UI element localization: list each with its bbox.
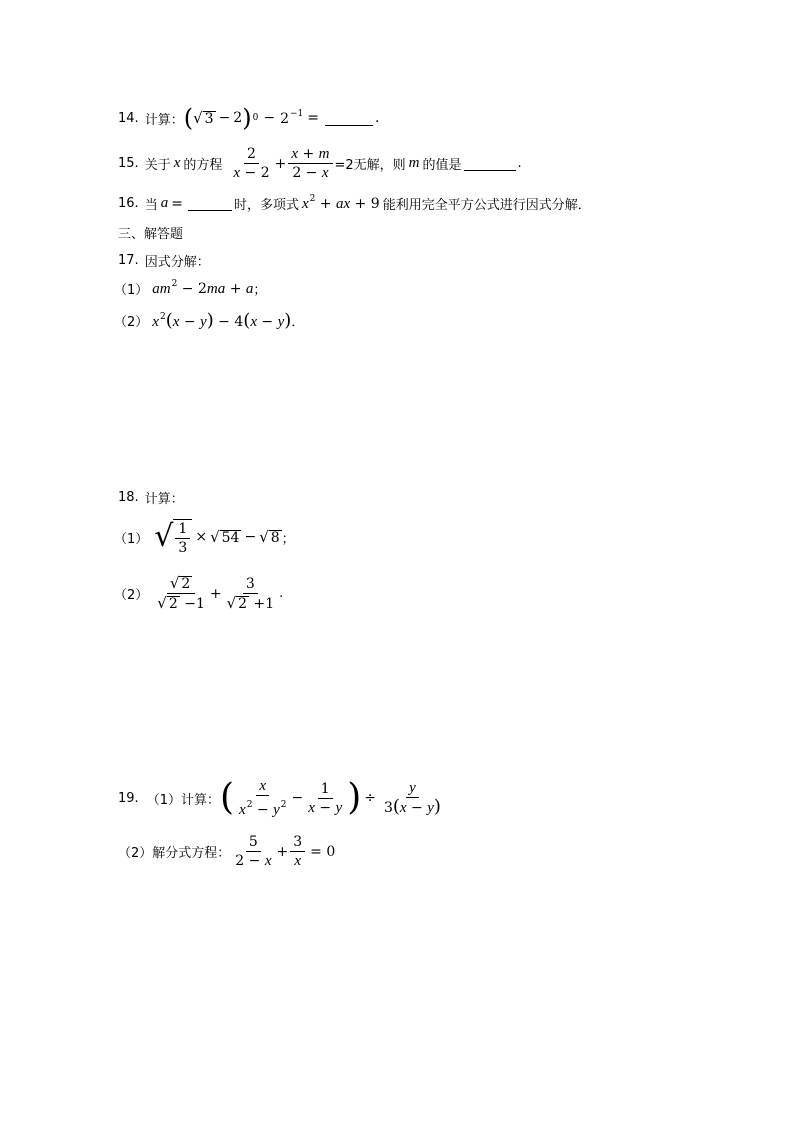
question-number: 14. xyxy=(118,110,139,126)
question-number: 16. xyxy=(118,196,139,211)
variable-a: a xyxy=(160,195,169,211)
math-expression: ( $\frac{x}{x^2 - y^2}$ − $\frac{1}{x - y}$ ) ÷ $\frac{y}{3(x - y)}$ xyxy=(219,777,441,818)
fraction: $\frac{x + m}{2 - x}$ xyxy=(288,146,332,181)
question-17 xyxy=(118,251,210,270)
question-15: 15. 关于 x 的方程 $\frac{2}{x - 2}$ + $\frac{x + m}{2 - x}$ =2无解，则 m 的值是 . xyxy=(118,146,522,181)
part-label: （1）计算： xyxy=(146,792,220,808)
question-text: 的值是 xyxy=(422,158,462,173)
part-label: （1） xyxy=(114,531,149,547)
punctuation: ； xyxy=(281,531,295,547)
variable-x: x xyxy=(173,155,181,171)
question-number: 18. xyxy=(118,490,139,505)
question-number: 17. xyxy=(118,253,139,268)
answer-blank xyxy=(464,156,516,171)
question-number: 19. xyxy=(118,790,139,806)
punctuation: . xyxy=(279,586,284,601)
question-text: . xyxy=(517,156,522,171)
polynomial: $x^2$ + ax + 9 xyxy=(301,194,380,212)
punctuation: ． xyxy=(291,315,305,330)
question-label: 计算： xyxy=(144,112,184,128)
math-expression: $am^2 - 2ma + a$ xyxy=(152,279,254,297)
math-expression: √ 2 √ 2 −1 + 3 √ 2 +1 xyxy=(157,574,275,612)
question-17-part-2 xyxy=(114,310,304,331)
question-17-part-1 xyxy=(114,279,266,298)
part-label: （2） xyxy=(114,588,149,603)
section-heading: 三、解答题 xyxy=(118,227,184,242)
question-text: 的方程 xyxy=(183,158,223,173)
question-14 xyxy=(118,103,379,133)
question-label: 因式分解： xyxy=(144,255,210,270)
question-text: 时，多项式 xyxy=(233,198,299,213)
math-expression: $x^2(x - y) - 4(x - y)$ xyxy=(152,310,292,331)
math-expression: $\frac{5}{2 - x}$ + $\frac{3}{x}$ = 0 xyxy=(235,834,336,869)
math-expression: √ $\frac{1}{3}$ × √ 54 − √ 8 xyxy=(154,519,280,556)
punctuation: ； xyxy=(253,283,267,298)
question-18 xyxy=(118,488,184,507)
math-expression: ( √ 3 − 2 ) 0 − $2^{-1}$ = . xyxy=(183,104,380,132)
answer-blank xyxy=(188,196,232,211)
question-text: 能利用完全平方公式进行因式分解． xyxy=(382,198,591,213)
part-label: （2） xyxy=(114,315,149,330)
question-19-part-2 xyxy=(118,834,335,869)
question-text: 当 xyxy=(144,198,158,213)
question-18-part-2 xyxy=(114,575,283,612)
part-label: （2）解分式方程： xyxy=(118,846,231,861)
question-19-part-1 xyxy=(118,778,446,818)
question-label: 计算： xyxy=(144,492,184,507)
question-text: 关于 xyxy=(144,158,171,173)
question-number: 15. xyxy=(118,156,139,171)
part-label: （1） xyxy=(114,283,149,298)
question-18-part-1 xyxy=(114,518,295,556)
variable-m: m xyxy=(408,155,420,171)
fraction: $\frac{2}{x - 2}$ xyxy=(233,146,270,181)
question-text: =2无解，则 xyxy=(334,158,406,173)
question-16: 16. 当 a = 时，多项式 $x^2$ + ax + 9 能利用完全平方公式进行因式分解． xyxy=(118,194,591,213)
